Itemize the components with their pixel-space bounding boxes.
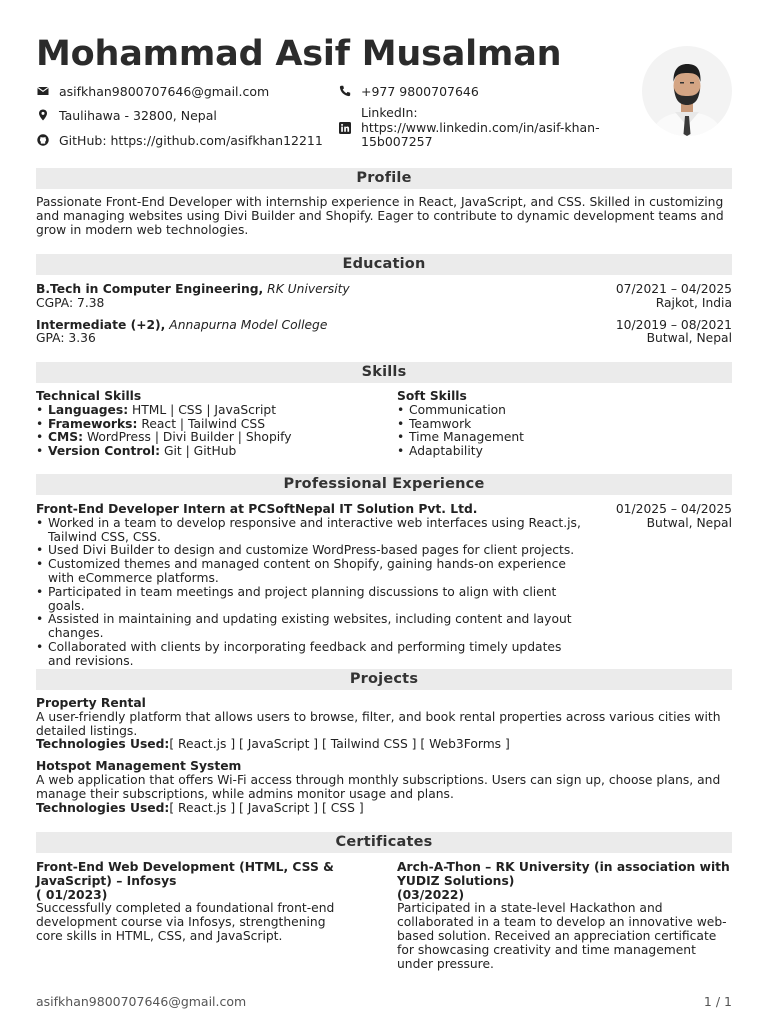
- education-entry: [36, 283, 732, 311]
- experience-bullet: • Collaborated with clients by incorporating feedback and performing timely updates and revisions.: [36, 641, 584, 669]
- location-text: Taulihawa - 32800, Nepal: [59, 108, 217, 123]
- tech-label: Technologies Used:: [36, 800, 170, 815]
- education-dates: 07/2021 – 04/2025: [615, 282, 732, 296]
- skill-item: • Version Control: Git | GitHub: [36, 445, 397, 459]
- linkedin-contact[interactable]: [339, 106, 600, 150]
- education-entry: [36, 319, 732, 347]
- experience-place: Butwal, Nepal: [646, 515, 732, 530]
- profile-photo: [642, 46, 732, 136]
- school-name: RK University: [267, 282, 350, 296]
- degree-title: B.Tech in Computer Engineering,: [36, 282, 264, 296]
- project-name: Hotspot Management System: [36, 759, 242, 774]
- soft-skill-item: • Teamwork: [397, 418, 524, 432]
- project-description: A user-friendly platform that allows users to browse, filter, and book rental properties across various cities with detailed listings.: [36, 709, 721, 738]
- education-section: [36, 254, 732, 346]
- soft-skills-title: Soft Skills: [397, 389, 467, 403]
- project-entry: [36, 697, 732, 752]
- projects-heading: Projects: [36, 669, 732, 690]
- experience-bullet: • Participated in team meetings and project planning discussions to align with client goals.: [36, 586, 584, 614]
- certificate-description: Participated in a state-level Hackathon and collaborated in a team to develop an innovative web-based solution. Received an appreciation certificate for showcasing creativity and time management under pressure.: [397, 901, 727, 971]
- job-title: Front-End Developer Intern at PCSoftNepal IT Solution Pvt. Ltd.: [36, 502, 478, 516]
- certificate-entry: [36, 861, 336, 971]
- experience-bullet: • Assisted in maintaining and updating existing websites, including content and layout changes.: [36, 613, 584, 641]
- certificates-heading: Certificates: [36, 832, 732, 853]
- project-entry: [36, 760, 732, 815]
- linkedin-label: LinkedIn:: [361, 105, 418, 120]
- phone-contact[interactable]: [339, 84, 479, 99]
- skill-item: • Frameworks: React | Tailwind CSS: [36, 418, 397, 432]
- envelope-icon: [37, 85, 49, 97]
- phone-text[interactable]: +977 9800707646: [361, 84, 479, 99]
- grade-text: CGPA: 7.38: [36, 295, 105, 310]
- page-number: 1 / 1: [703, 994, 732, 1009]
- skill-item: • Languages: HTML | CSS | JavaScript: [36, 404, 397, 418]
- experience-bullet: • Customized themes and managed content on Shopify, gaining hands-on experience with eCommerce platforms.: [36, 558, 584, 586]
- education-place: Rajkot, India: [655, 295, 732, 310]
- project-tech: [ React.js ] [ JavaScript ] [ CSS ]: [169, 800, 364, 815]
- profile-summary: Passionate Front-End Developer with internship experience in React, JavaScript, and CSS. Skilled in customizing and managing websites using Divi Builder and Shopify. Eager to contribute to dynamic development teams and grow in modern web technologies.: [36, 195, 724, 237]
- degree-title: Intermediate (+2),: [36, 317, 166, 332]
- linkedin-icon: [339, 122, 351, 134]
- experience-dates: 01/2025 – 04/2025: [615, 502, 732, 516]
- certificate-title: Arch-A-Thon – RK University (in association with YUDIZ Solutions): [397, 860, 730, 888]
- tech-label: Technologies Used:: [36, 737, 170, 752]
- phone-icon: [339, 85, 351, 97]
- email-contact[interactable]: [37, 84, 269, 99]
- candidate-name: Mohammad Asif Musalman: [36, 34, 562, 74]
- location-pin-icon: [37, 109, 49, 121]
- experience-bullet: • Worked in a team to develop responsive and interactive web interfaces using React.js, Tailwind CSS, CSS.: [36, 517, 584, 545]
- profile-section: [36, 168, 732, 237]
- education-heading: Education: [36, 254, 732, 275]
- grade-text: GPA: 3.36: [36, 331, 96, 346]
- footer-email: asifkhan9800707646@gmail.com: [36, 994, 247, 1009]
- soft-skill-item: • Communication: [397, 404, 524, 418]
- certificate-date: (03/2022): [397, 887, 465, 902]
- certificate-title: Front-End Web Development (HTML, CSS & JavaScript) – Infosys: [36, 860, 334, 888]
- linkedin-url-line2[interactable]: 15b007257: [361, 134, 433, 149]
- projects-section: [36, 669, 732, 815]
- soft-skills: [397, 390, 524, 459]
- experience-heading: Professional Experience: [36, 474, 732, 495]
- profile-heading: Profile: [36, 168, 732, 189]
- experience-section: [36, 474, 732, 669]
- project-tech: [ React.js ] [ JavaScript ] [ Tailwind CSS ] [ Web3Forms ]: [169, 737, 510, 752]
- certificate-entry: [397, 861, 732, 971]
- email-text[interactable]: asifkhan9800707646@gmail.com: [59, 84, 270, 99]
- education-dates: 10/2019 – 08/2021: [615, 317, 732, 332]
- github-contact[interactable]: [37, 133, 323, 148]
- technical-skills: [36, 390, 397, 459]
- certificates-section: [36, 832, 732, 971]
- education-place: Butwal, Nepal: [646, 331, 732, 346]
- certificate-description: Successfully completed a foundational front-end development course via Infosys, strengthening core skills in HTML, CSS, and JavaScript.: [36, 901, 335, 943]
- technical-skills-title: Technical Skills: [36, 389, 142, 403]
- project-description: A web application that offers Wi-Fi access through monthly subscriptions. Users can sign up, choose plans, and manage their subscriptions, while admins monitor usage and plans.: [36, 772, 721, 801]
- soft-skill-item: • Time Management: [397, 431, 524, 445]
- certificate-date: ( 01/2023): [36, 887, 108, 902]
- skills-section: [36, 362, 732, 459]
- skill-item: • CMS: WordPress | Divi Builder | Shopify: [36, 431, 397, 445]
- skills-heading: Skills: [36, 362, 732, 383]
- experience-bullet: • Used Divi Builder to design and customize WordPress-based pages for client projects.: [36, 544, 584, 558]
- github-text[interactable]: GitHub: https://github.com/asifkhan12211: [59, 133, 323, 148]
- project-name: Property Rental: [36, 696, 146, 710]
- location-contact: [37, 108, 217, 123]
- github-icon: [37, 134, 49, 146]
- linkedin-url-line1[interactable]: https://www.linkedin.com/in/asif-khan-: [361, 119, 600, 135]
- soft-skill-item: • Adaptability: [397, 445, 524, 459]
- school-name: Annapurna Model College: [169, 317, 328, 332]
